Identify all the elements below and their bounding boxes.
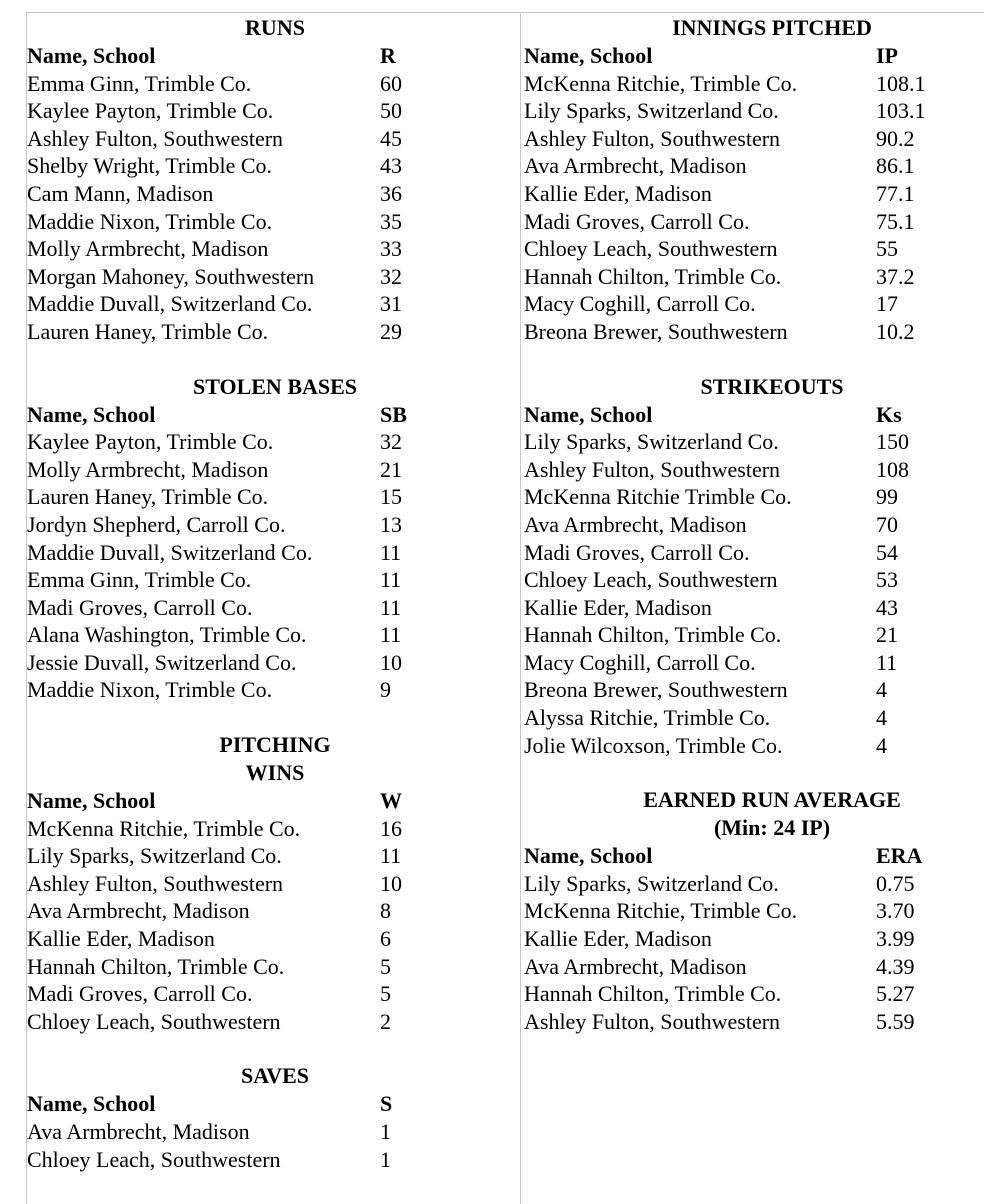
table-row (27, 511, 519, 539)
player-school: Madi Groves, Carroll Co. (27, 981, 253, 1007)
stat-value: 3.70 (876, 898, 915, 924)
stat-value: 3.99 (876, 926, 915, 952)
table-row (27, 456, 519, 484)
table-row (524, 235, 984, 263)
player-school: Ava Armbrecht, Madison (524, 953, 747, 979)
stat-value: 11 (380, 539, 402, 565)
table-row (27, 870, 519, 898)
stat-value: 43 (876, 594, 898, 620)
era-header-row (524, 842, 984, 870)
stat-value: 108.1 (876, 70, 926, 96)
table-row (524, 180, 984, 208)
stat-value: 5 (380, 953, 391, 979)
player-school: Shelby Wright, Trimble Co. (27, 153, 273, 179)
player-school: Emma Ginn, Trimble Co. (27, 70, 252, 96)
stat-value: 1 (380, 1146, 391, 1172)
player-school: Alyssa Ritchie, Trimble Co. (524, 705, 771, 731)
table-row (524, 704, 984, 732)
stat-value: 4 (876, 732, 887, 758)
table-row (27, 594, 519, 622)
table-row (524, 125, 984, 153)
player-school: Lily Sparks, Switzerland Co. (524, 870, 779, 896)
table-row (27, 97, 519, 125)
player-school: Kallie Eder, Madison (27, 926, 215, 952)
saves-header-row (27, 1090, 519, 1118)
table-row (524, 70, 984, 98)
name-column-header: Name, School (524, 401, 653, 427)
player-school: Maddie Nixon, Trimble Co. (27, 677, 273, 703)
stat-value: 13 (380, 511, 402, 537)
table-row (524, 676, 984, 704)
table-row (524, 732, 984, 760)
name-column-header: Name, School (27, 43, 156, 68)
stat-value: 10.2 (876, 318, 915, 344)
table-row (524, 318, 984, 346)
stat-value: 5.27 (876, 981, 915, 1007)
stat-column-header: IP (876, 43, 898, 68)
table-row (27, 1008, 519, 1036)
table-row (524, 428, 984, 456)
stat-value: 29 (380, 318, 402, 344)
player-school: Ava Armbrecht, Madison (524, 153, 747, 179)
stat-value: 32 (380, 263, 402, 289)
table-row (27, 980, 519, 1008)
player-school: Jessie Duvall, Switzerland Co. (27, 649, 297, 675)
name-column-header: Name, School (27, 788, 156, 814)
stat-value: 53 (876, 567, 898, 593)
table-row (27, 1118, 519, 1146)
table-row (27, 70, 519, 98)
stat-value: 90.2 (876, 125, 915, 151)
column-divider (520, 12, 521, 1204)
stat-value: 60 (380, 70, 402, 96)
name-column-header: Name, School (524, 43, 653, 68)
stat-value: 17 (876, 291, 898, 317)
player-school: Lauren Haney, Trimble Co. (27, 484, 269, 510)
player-school: Molly Armbrecht, Madison (27, 456, 269, 482)
strikeouts-header-row (524, 401, 984, 429)
table-row (27, 897, 519, 925)
player-school: Lily Sparks, Switzerland Co. (524, 429, 779, 455)
era-title-line1: EARNED RUN AVERAGE (643, 787, 901, 813)
player-school: Hannah Chilton, Trimble Co. (27, 953, 285, 979)
stat-column-header: W (380, 788, 402, 814)
table-row (524, 870, 984, 898)
stat-column-header: SB (380, 401, 407, 427)
table-row (27, 125, 519, 153)
player-school: Emma Ginn, Trimble Co. (27, 567, 252, 593)
table-row (27, 180, 519, 208)
stat-value: 50 (380, 98, 402, 124)
table-row (27, 263, 519, 291)
stat-value: 11 (380, 567, 402, 593)
stat-value: 11 (380, 594, 402, 620)
table-row (524, 566, 984, 594)
player-school: Ava Armbrecht, Madison (524, 511, 747, 537)
table-row (27, 208, 519, 236)
stat-value: 54 (876, 539, 898, 565)
stat-value: 31 (380, 291, 402, 317)
innings-pitched-section (524, 14, 984, 346)
stat-value: 11 (380, 622, 402, 648)
player-school: Ava Armbrecht, Madison (27, 1119, 250, 1144)
player-school: Hannah Chilton, Trimble Co. (524, 622, 782, 648)
table-row (27, 621, 519, 649)
stat-value: 5 (380, 981, 391, 1007)
stat-value: 4 (876, 705, 887, 731)
table-row (27, 235, 519, 263)
stat-value: 5.59 (876, 1008, 915, 1034)
table-row (524, 925, 984, 953)
player-school: Ashley Fulton, Southwestern (27, 870, 284, 896)
stat-value: 2 (380, 1008, 391, 1034)
player-school: Kallie Eder, Madison (524, 594, 712, 620)
table-row (27, 152, 519, 180)
player-school: Chloey Leach, Southwestern (524, 567, 778, 593)
table-row (524, 621, 984, 649)
stat-value: 15 (380, 484, 402, 510)
player-school: Lauren Haney, Trimble Co. (27, 318, 269, 344)
saves-section (27, 1062, 519, 1173)
stat-value: 37.2 (876, 263, 915, 289)
player-school: Kallie Eder, Madison (524, 926, 712, 952)
player-school: Madi Groves, Carroll Co. (524, 539, 750, 565)
name-column-header: Name, School (27, 1091, 156, 1117)
table-row (524, 483, 984, 511)
runs-section (27, 14, 519, 346)
player-school: Jordyn Shepherd, Carroll Co. (27, 511, 286, 537)
table-row (524, 511, 984, 539)
player-school: McKenna Ritchie, Trimble Co. (524, 70, 798, 96)
pitching-wins-header-row (27, 787, 519, 815)
left-column (27, 14, 519, 1173)
table-row (27, 539, 519, 567)
player-school: Maddie Nixon, Trimble Co. (27, 208, 273, 234)
table-row (27, 1146, 519, 1174)
player-school: Breona Brewer, Southwestern (524, 318, 788, 344)
player-school: Molly Armbrecht, Madison (27, 236, 269, 262)
player-school: Ashley Fulton, Southwestern (524, 125, 781, 151)
pitching-wins-title-line1: PITCHING (219, 732, 331, 758)
stat-value: 21 (876, 622, 898, 648)
era-title-line2: (Min: 24 IP) (713, 815, 831, 841)
stat-value: 0.75 (876, 870, 915, 896)
player-school: Alana Washington, Trimble Co. (27, 622, 307, 648)
name-column-header: Name, School (27, 401, 156, 427)
player-school: Cam Mann, Madison (27, 180, 214, 206)
stat-value: 10 (380, 649, 402, 675)
stat-value: 1 (380, 1119, 391, 1144)
player-school: Morgan Mahoney, Southwestern (27, 263, 315, 289)
table-row (27, 815, 519, 843)
player-school: Ashley Fulton, Southwestern (524, 1008, 781, 1034)
table-row (524, 594, 984, 622)
runs-title: RUNS (245, 15, 305, 40)
table-row (524, 953, 984, 981)
table-top-border (26, 12, 984, 13)
table-row (27, 290, 519, 318)
player-school: Ashley Fulton, Southwestern (27, 125, 284, 151)
innings-pitched-title: INNINGS PITCHED (672, 15, 872, 40)
table-row (524, 539, 984, 567)
table-row (27, 566, 519, 594)
stat-value: 4 (876, 677, 887, 703)
right-column (524, 14, 984, 1035)
player-school: McKenna Ritchie, Trimble Co. (27, 815, 301, 841)
innings-pitched-header-row (524, 42, 984, 70)
stat-column-header: ERA (876, 843, 923, 869)
saves-title: SAVES (240, 1063, 310, 1089)
stat-value: 11 (876, 649, 898, 675)
stat-value: 6 (380, 926, 391, 952)
stat-value: 10 (380, 870, 402, 896)
stat-value: 70 (876, 511, 898, 537)
player-school: Madi Groves, Carroll Co. (524, 208, 750, 234)
stat-value: 35 (380, 208, 402, 234)
stat-column-header: S (380, 1091, 393, 1117)
table-row (524, 456, 984, 484)
table-row (27, 676, 519, 704)
stat-value: 108 (876, 456, 909, 482)
stat-value: 36 (380, 180, 402, 206)
table-row (27, 953, 519, 981)
stolen-bases-section (27, 373, 519, 705)
player-school: McKenna Ritchie, Trimble Co. (524, 898, 798, 924)
table-row (27, 483, 519, 511)
stat-value: 55 (876, 236, 898, 262)
stat-column-header: Ks (876, 401, 902, 427)
pitching-wins-title-line2: WINS (245, 760, 305, 786)
player-school: Kaylee Payton, Trimble Co. (27, 98, 274, 124)
player-school: Kaylee Payton, Trimble Co. (27, 429, 274, 455)
runs-header-row (27, 42, 519, 70)
pitching-wins-section (27, 731, 519, 1035)
table-row (524, 1008, 984, 1036)
player-school: Ashley Fulton, Southwestern (524, 456, 781, 482)
table-row (27, 925, 519, 953)
stat-value: 32 (380, 429, 402, 455)
stat-value: 4.39 (876, 953, 915, 979)
stat-value: 9 (380, 677, 391, 703)
era-section (524, 786, 984, 1035)
strikeouts-section (524, 373, 984, 760)
player-school: Maddie Duvall, Switzerland Co. (27, 291, 313, 317)
name-column-header: Name, School (524, 843, 653, 869)
stat-value: 99 (876, 484, 898, 510)
stat-value: 43 (380, 153, 402, 179)
player-school: Maddie Duvall, Switzerland Co. (27, 539, 313, 565)
table-row (524, 649, 984, 677)
table-row (524, 897, 984, 925)
player-school: Hannah Chilton, Trimble Co. (524, 263, 782, 289)
player-school: Jolie Wilcoxson, Trimble Co. (524, 732, 783, 758)
table-row (27, 318, 519, 346)
stolen-bases-header-row (27, 401, 519, 429)
player-school: Chloey Leach, Southwestern (27, 1146, 281, 1172)
stat-value: 33 (380, 236, 402, 262)
player-school: Hannah Chilton, Trimble Co. (524, 981, 782, 1007)
table-row (27, 842, 519, 870)
stat-value: 86.1 (876, 153, 915, 179)
stat-value: 45 (380, 125, 402, 151)
table-row (524, 290, 984, 318)
table-row (27, 649, 519, 677)
stat-value: 21 (380, 456, 402, 482)
player-school: Macy Coghill, Carroll Co. (524, 649, 756, 675)
stat-value: 11 (380, 843, 402, 869)
table-row (27, 428, 519, 456)
stat-value: 75.1 (876, 208, 915, 234)
stat-value: 8 (380, 898, 391, 924)
table-row (524, 208, 984, 236)
player-school: Madi Groves, Carroll Co. (27, 594, 253, 620)
stolen-bases-title: STOLEN BASES (192, 373, 358, 399)
player-school: Macy Coghill, Carroll Co. (524, 291, 756, 317)
table-row (524, 97, 984, 125)
table-row (524, 980, 984, 1008)
stat-value: 77.1 (876, 180, 915, 206)
table-row (524, 152, 984, 180)
stat-value: 16 (380, 815, 402, 841)
player-school: Ava Armbrecht, Madison (27, 898, 250, 924)
table-row (524, 263, 984, 291)
player-school: Lily Sparks, Switzerland Co. (524, 98, 779, 124)
player-school: Chloey Leach, Southwestern (524, 236, 778, 262)
player-school: Breona Brewer, Southwestern (524, 677, 788, 703)
stat-value: 103.1 (876, 98, 926, 124)
stat-column-header: R (380, 43, 396, 68)
strikeouts-title: STRIKEOUTS (700, 373, 844, 399)
player-school: Kallie Eder, Madison (524, 180, 712, 206)
player-school: McKenna Ritchie Trimble Co. (524, 484, 792, 510)
player-school: Lily Sparks, Switzerland Co. (27, 843, 282, 869)
stat-value: 150 (876, 429, 909, 455)
player-school: Chloey Leach, Southwestern (27, 1008, 281, 1034)
